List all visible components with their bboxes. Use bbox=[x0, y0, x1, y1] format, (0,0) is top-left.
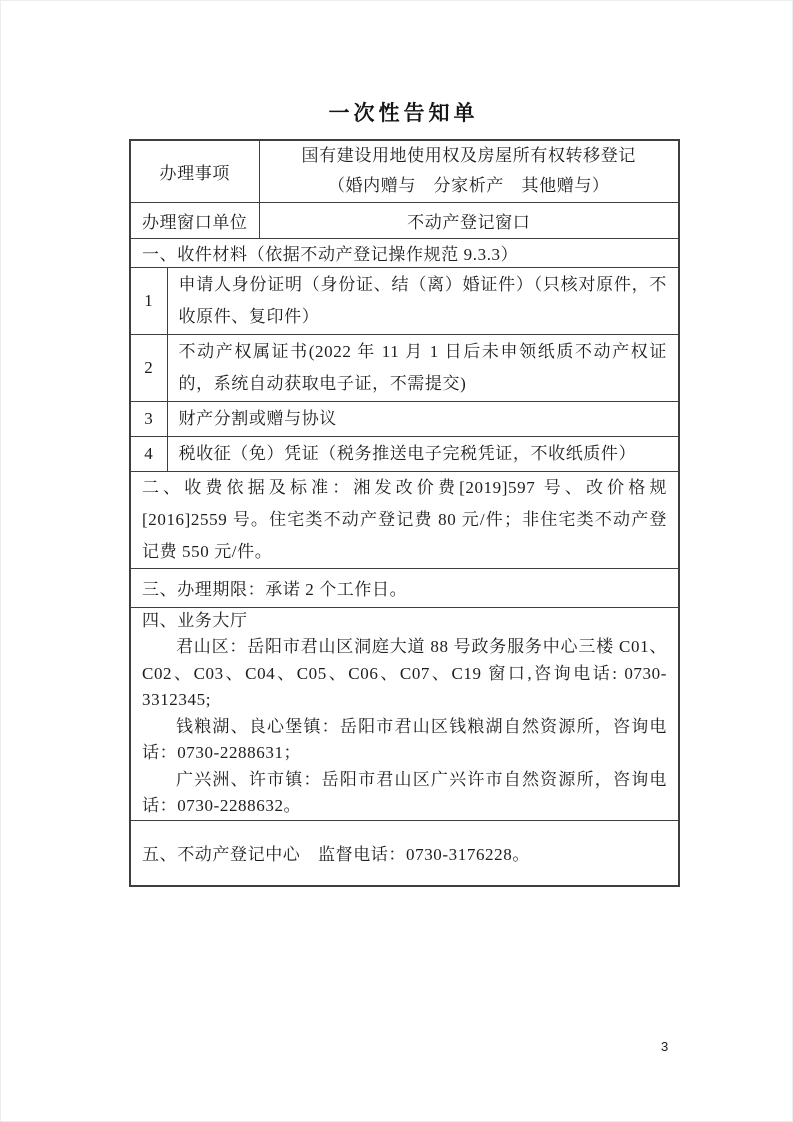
section2-text: 二、收费依据及标准：湘发改价费[2019]597 号、改价格规[2016]2559 号。住宅类不动产登记费 80 元/件；非住宅类不动产登记费 550 元/件。 bbox=[130, 471, 679, 568]
section4-cell bbox=[130, 607, 679, 820]
window-label: 办理窗口单位 bbox=[130, 202, 259, 238]
page-title: 一次性告知单 bbox=[328, 102, 479, 125]
section4-paragraph-guangxingzhou: 广兴洲、许市镇：岳阳市君山区广兴许市自然资源所，咨询电话：0730-2288632。 bbox=[142, 769, 667, 815]
section1-heading: 一、收件材料（依据不动产登记操作规范 9.3.3） bbox=[130, 238, 679, 267]
matter-label: 办理事项 bbox=[130, 140, 259, 202]
table-row-section1-heading bbox=[130, 238, 679, 267]
item-2-number: 2 bbox=[130, 334, 167, 401]
item-3-text: 财产分割或赠与协议 bbox=[167, 401, 679, 436]
matter-value-lines bbox=[271, 141, 668, 201]
matter-value-line1: 国有建设用地使用权及房屋所有权转移登记 bbox=[301, 146, 636, 166]
notification-table bbox=[129, 139, 680, 887]
table-row-section2 bbox=[130, 471, 679, 568]
section4-paragraph-qianlianghu: 钱粮湖、良心堡镇：岳阳市君山区钱粮湖自然资源所，咨询电话：0730-2288631； bbox=[142, 716, 667, 762]
table-row-item-4 bbox=[130, 436, 679, 471]
matter-value-line2: （婚内赠与 分家析产 其他赠与） bbox=[327, 176, 610, 196]
section5-text: 五、不动产登记中心 监督电话：0730-3176228。 bbox=[130, 820, 679, 886]
item-1-number: 1 bbox=[130, 267, 167, 334]
section4-paragraph-junshanqu: 君山区：岳阳市君山区洞庭大道 88 号政务服务中心三楼 C01、C02、C03、C04、C05、C06、C07、C19 窗口,咨询电话: 0730-3312345; bbox=[142, 637, 667, 709]
item-4-number: 4 bbox=[130, 436, 167, 471]
table-row-item-3 bbox=[130, 401, 679, 436]
section3-text: 三、办理期限：承诺 2 个工作日。 bbox=[130, 568, 679, 607]
section4-heading: 四、业务大厅 bbox=[142, 610, 248, 630]
table-row-section5 bbox=[130, 820, 679, 886]
item-3-number: 3 bbox=[130, 401, 167, 436]
matter-value bbox=[259, 140, 679, 202]
table-row-matter bbox=[130, 140, 679, 202]
item-4-text: 税收征（免）凭证（税务推送电子完税凭证，不收纸质件） bbox=[167, 436, 679, 471]
window-value: 不动产登记窗口 bbox=[259, 202, 679, 238]
page-number: 3 bbox=[661, 1039, 669, 1054]
table-row-section4 bbox=[130, 607, 679, 820]
item-2-text: 不动产权属证书(2022 年 11 月 1 日后未申领纸质不动产权证的，系统自动获取电子证，不需提交) bbox=[167, 334, 679, 401]
table-row-window bbox=[130, 202, 679, 238]
item-1-text: 申请人身份证明（身份证、结（离）婚证件）（只核对原件，不收原件、复印件） bbox=[167, 267, 679, 334]
table-row-item-2 bbox=[130, 334, 679, 401]
table-row-section3 bbox=[130, 568, 679, 607]
table-row-item-1 bbox=[130, 267, 679, 334]
